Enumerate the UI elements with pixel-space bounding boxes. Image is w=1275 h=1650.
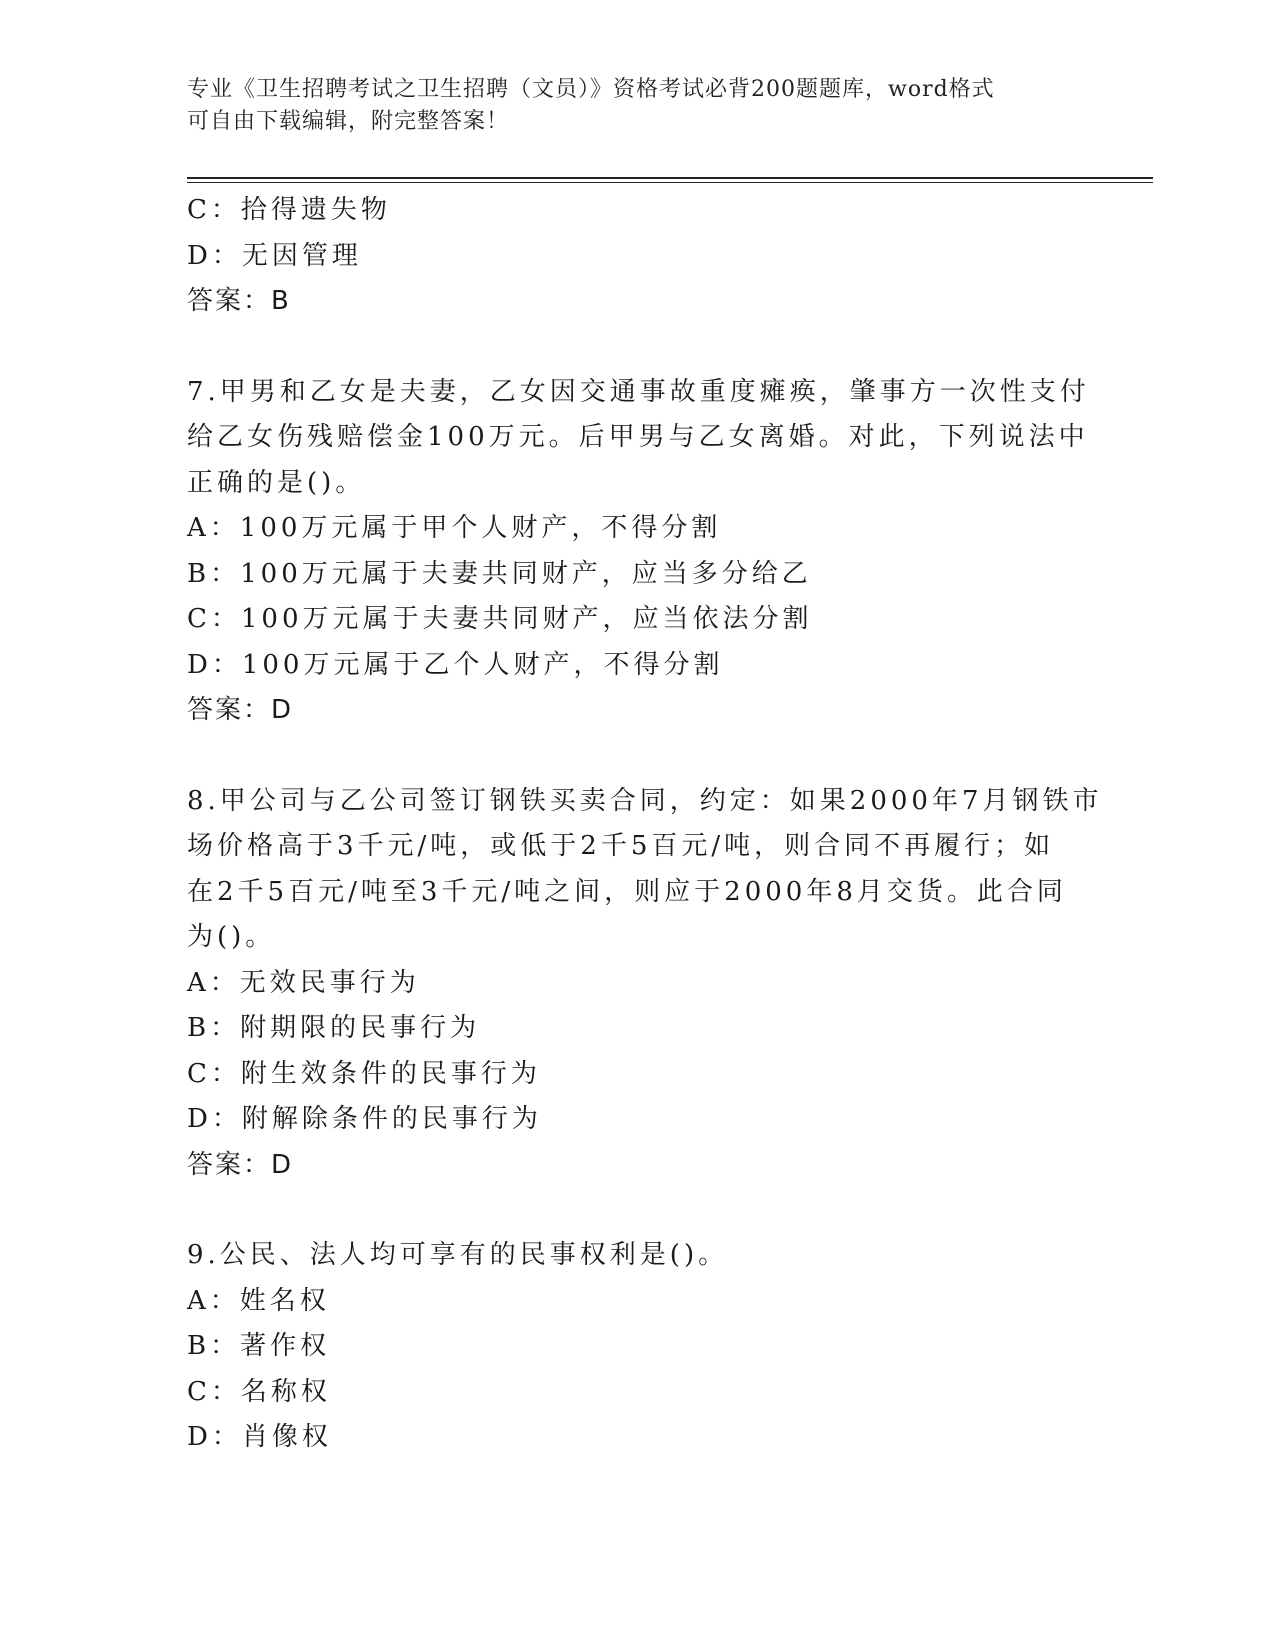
option-c: C：100万元属于夫妻共同财产，应当依法分割 [187,604,813,634]
question-stem-line: 在2千5百元/吨至3千元/吨之间，则应于2000年8月交货。此合同 [187,876,1067,907]
spacer [187,734,1087,779]
spacer [187,325,1087,370]
option-d: D：无因管理 [187,240,362,271]
answer-line: 答案：D [187,1149,294,1180]
question-6-tail [187,188,1087,325]
answer-line: 答案：B [187,286,291,316]
option-b: B：著作权 [187,1331,331,1361]
question-stem-line: 正确的是()。 [187,467,366,498]
option-c: C：名称权 [187,1376,331,1407]
spacer [187,1188,1087,1233]
answer-line: 答案：D [187,695,294,725]
header-divider-thick [187,177,1153,179]
question-9 [187,1233,1087,1461]
option-c: C：拾得遗失物 [187,195,391,225]
question-stem-line: 7.甲男和乙女是夫妻，乙女因交通事故重度瘫痪，肇事方一次性支付 [187,376,1090,407]
document-header [187,74,1087,138]
option-a: A：100万元属于甲个人财产，不得分割 [187,513,722,543]
option-a: A：无效民事行为 [187,967,420,998]
option-c: C：附生效条件的民事行为 [187,1058,541,1089]
question-list [187,188,1103,1461]
option-d: D：附解除条件的民事行为 [187,1104,542,1134]
option-a: A：姓名权 [187,1285,330,1316]
question-stem-line: 为()。 [187,922,276,952]
option-b: B：附期限的民事行为 [187,1013,481,1043]
header-title-line-1: 专业《卫生招聘考试之卫生招聘（文员）》资格考试必背200题题库，word格式 [187,77,995,102]
question-stem-line: 给乙女伤残赔偿金100万元。后甲男与乙女离婚。对此，下列说法中 [187,422,1089,452]
option-b: B：100万元属于夫妻共同财产，应当多分给乙 [187,558,812,589]
option-d: D：100万元属于乙个人财产，不得分割 [187,649,724,680]
question-8 [187,779,1103,1189]
question-stem-line: 9.公民、法人均可享有的民事权利是()。 [187,1240,729,1270]
header-title-line-2: 可自由下载编辑，附完整答案！ [187,109,510,134]
header-divider-thin [187,182,1153,183]
option-d: D：肖像权 [187,1422,332,1452]
question-stem-line: 8.甲公司与乙公司签订钢铁买卖合同，约定：如果2000年7月钢铁市 [187,785,1103,816]
question-7 [187,370,1090,734]
question-stem-line: 场价格高于3千元/吨，或低于2千5百元/吨，则合同不再履行；如 [187,831,1055,861]
